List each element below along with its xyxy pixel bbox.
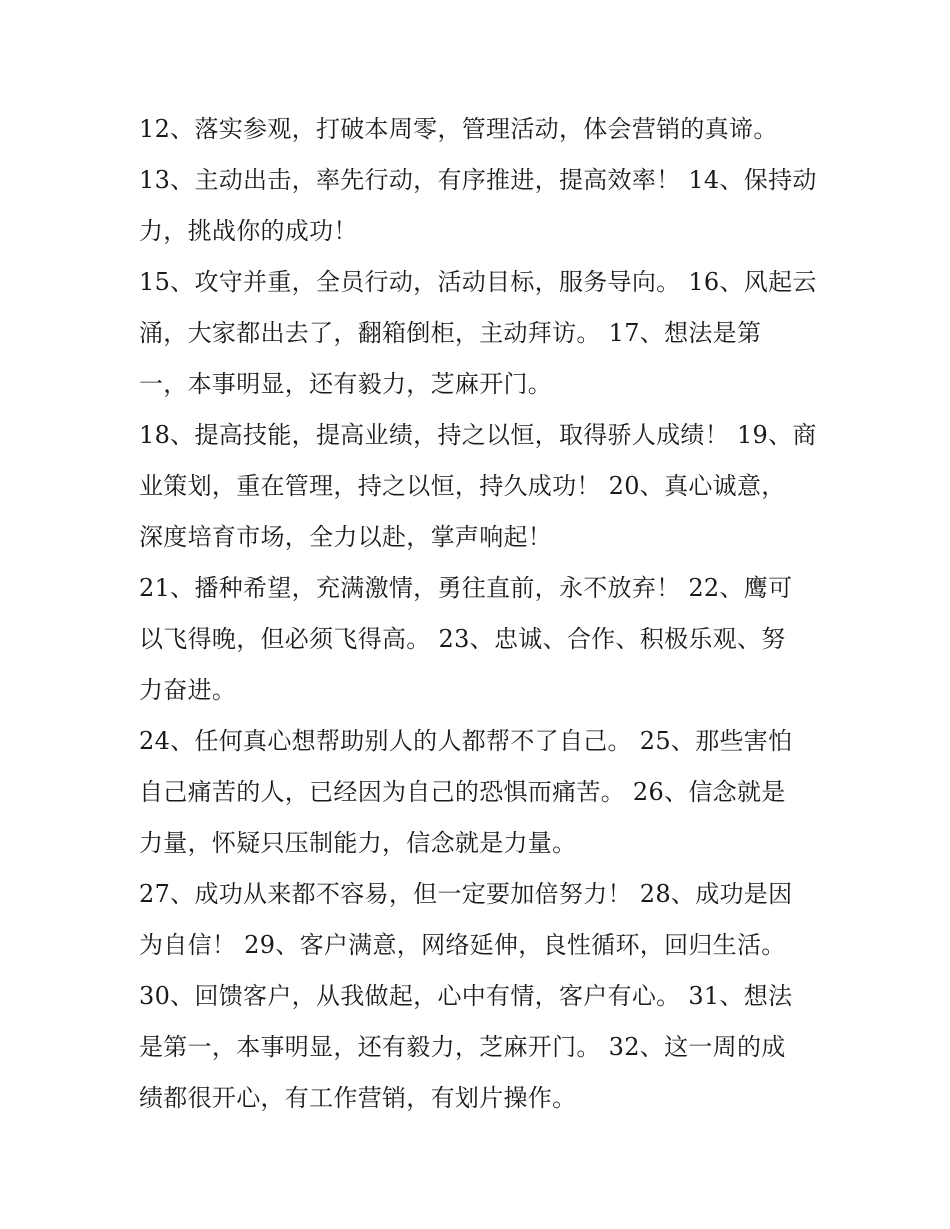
text-line: 以飞得晚，但必须飞得高。 23、忠诚、合作、积极乐观、努	[139, 625, 786, 653]
text-line: 15、攻守并重，全员行动，活动目标，服务导向。 16、风起云	[139, 268, 817, 296]
text-line: 业策划，重在管理，持之以恒，持久成功！ 20、真心诚意，	[139, 472, 786, 500]
document-body	[139, 104, 829, 1124]
text-line: 21、播种希望，充满激情，勇往直前，永不放弃！ 22、鹰可	[139, 574, 793, 602]
text-line: 12、落实参观，打破本周零，管理活动，体会营销的真谛。	[139, 115, 778, 143]
text-line: 力奋进。	[139, 676, 237, 704]
text-line: 力量，怀疑只压制能力，信念就是力量。	[139, 829, 577, 857]
text-line: 力，挑战你的成功！	[139, 217, 358, 245]
text-line: 深度培育市场，全力以赴，掌声响起！	[139, 523, 553, 551]
text-line: 是第一，本事明显，还有毅力，芝麻开门。 32、这一周的成	[139, 1033, 786, 1061]
text-line: 涌，大家都出去了，翻箱倒柜，主动拜访。 17、想法是第	[139, 319, 762, 347]
text-line: 13、主动出击，率先行动，有序推进，提高效率！ 14、保持动	[139, 166, 817, 194]
text-line: 24、任何真心想帮助别人的人都帮不了自己。 25、那些害怕	[139, 727, 793, 755]
text-line: 绩都很开心，有工作营销，有划片操作。	[139, 1084, 577, 1112]
text-line: 27、成功从来都不容易，但一定要加倍努力！ 28、成功是因	[139, 880, 793, 908]
text-line: 30、回馈客户，从我做起，心中有情，客户有心。 31、想法	[139, 982, 793, 1010]
text-line: 18、提高技能，提高业绩，持之以恒，取得骄人成绩！ 19、商	[139, 421, 817, 449]
text-line: 为自信！ 29、客户满意，网络延伸，良性循环，回归生活。	[139, 931, 786, 959]
text-line: 自己痛苦的人，已经因为自己的恐惧而痛苦。 26、信念就是	[139, 778, 786, 806]
text-line: 一，本事明显，还有毅力，芝麻开门。	[139, 370, 553, 398]
